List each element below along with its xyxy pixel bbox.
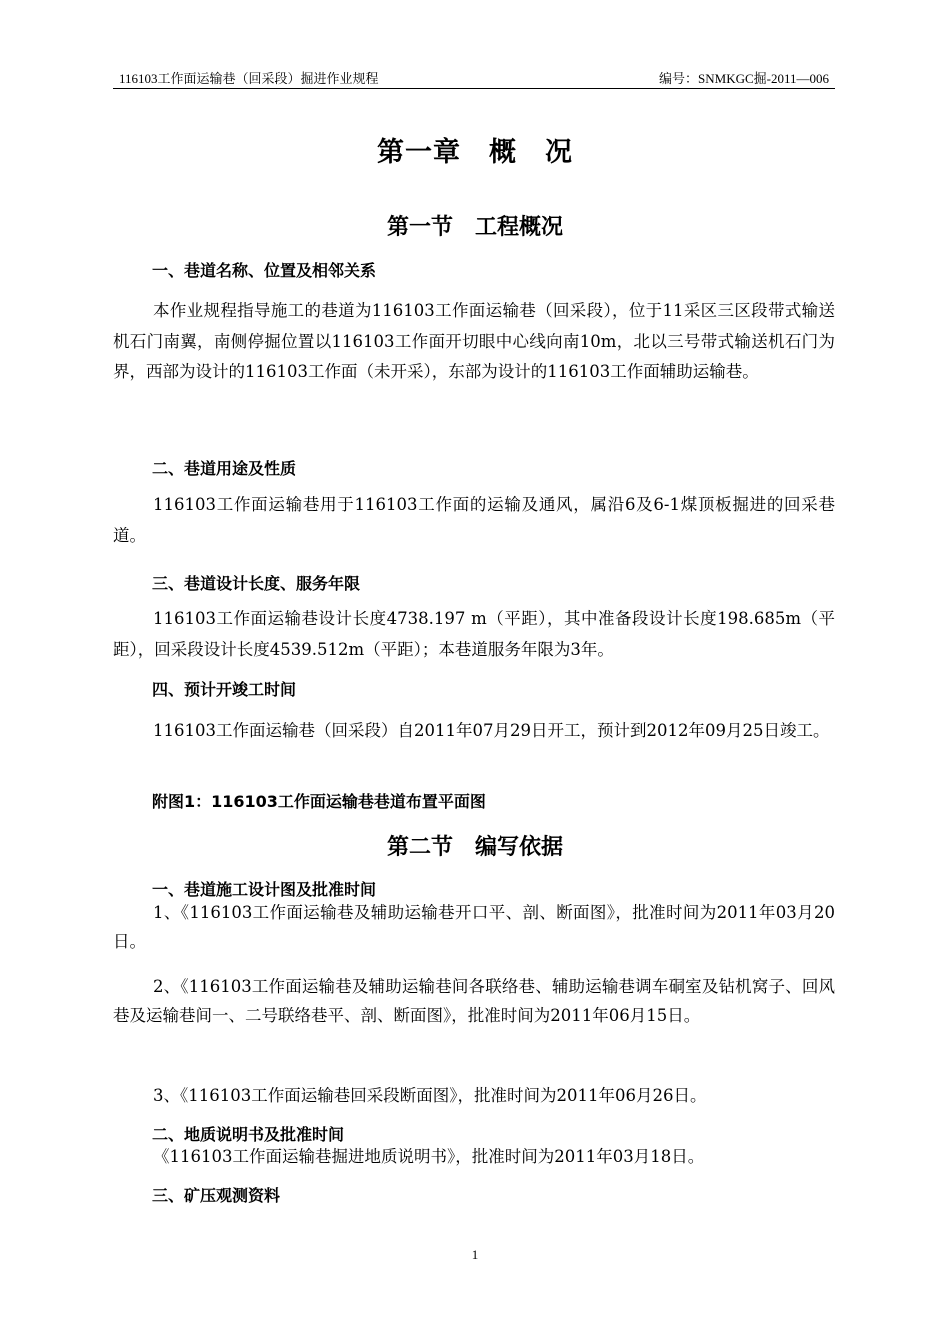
page-header <box>113 66 835 89</box>
heading-tunnel-name: 一、巷道名称、位置及相邻关系 <box>152 261 377 280</box>
heading-geology: 二、地质说明书及批准时间 <box>152 1125 345 1144</box>
paragraph-tunnel-usage: 116103工作面运输巷用于116103工作面的运输及通风，属沿6及6-1煤顶板掘进的回采巷道。 <box>113 495 835 545</box>
heading-schedule: 四、预计开竣工时间 <box>152 680 297 699</box>
paragraph-geology: 《116103工作面运输巷掘进地质说明书》，批准时间为2011年03月18日。 <box>153 1147 705 1166</box>
paragraph-tunnel-length: 116103工作面运输巷设计长度4738.197 m（平距），其中准备段设计长度198.685m（平距），回采段设计长度4539.512m（平距）；本巷道服务年限为3年。 <box>113 609 835 659</box>
header-document-title: 116103工作面运输巷（回采段）掘进作业规程 <box>119 71 379 86</box>
header-document-number: 编号：SNMKGC掘-2011—006 <box>659 71 829 86</box>
paragraph-drawing-2: 2、《116103工作面运输巷及辅助运输巷间各联络巷、辅助运输巷调车硐室及钻机窝子、回风巷及运输巷间一、二号联络巷平、剖、断面图》，批准时间为2011年06月15日。 <box>113 977 835 1025</box>
paragraph-tunnel-location: 本作业规程指导施工的巷道为116103工作面运输巷（回采段），位于11采区三区段带式输送机石门南翼，南侧停掘位置以116103工作面开切眼中心线向南10m，北以三号带式输送机石门为界，西部为设计的116103工作面（未开采），东部为设计的116103工作面辅助运输巷。 <box>113 301 835 381</box>
heading-tunnel-usage: 二、巷道用途及性质 <box>152 459 297 478</box>
chapter-title: 第一章 概 况 <box>377 137 573 168</box>
paragraph-drawing-1: 1、《116103工作面运输巷及辅助运输巷开口平、剖、断面图》，批准时间为2011年03月20日。 <box>113 903 835 951</box>
section-title-1: 第一节 工程概况 <box>386 215 563 240</box>
heading-tunnel-length: 三、巷道设计长度、服务年限 <box>152 574 361 593</box>
heading-design-drawings: 一、巷道施工设计图及批准时间 <box>152 880 377 899</box>
heading-pressure-observation: 三、矿压观测资料 <box>152 1186 281 1205</box>
page-number: 1 <box>471 1247 479 1262</box>
attachment-reference: 附图1：116103工作面运输巷巷道布置平面图 <box>152 792 486 811</box>
section-title-2: 第二节 编写依据 <box>386 835 563 860</box>
paragraph-schedule: 116103工作面运输巷（回采段）自2011年07月29日开工，预计到2012年09月25日竣工。 <box>153 721 830 740</box>
paragraph-drawing-3: 3、《116103工作面运输巷回采段断面图》，批准时间为2011年06月26日。 <box>153 1086 707 1105</box>
